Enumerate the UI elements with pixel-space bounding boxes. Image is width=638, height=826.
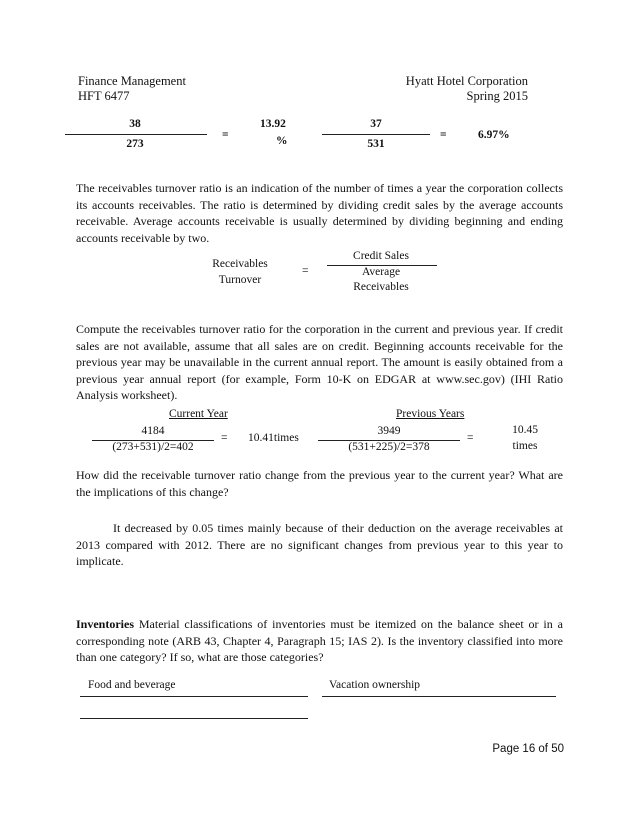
inventory-category-2: Vacation ownership	[329, 679, 421, 691]
top-result-1-percent: %	[276, 135, 288, 147]
top-result-1: 13.92	[260, 118, 286, 130]
receivables-intro-paragraph: The receivables turnover ratio is an indication of the number of times a year the corporation collects its accounts receivables. The ratio is determined by dividing credit sales by the average accounts receivable. Average accounts receivable is usually determined by dividing beginning and ending accounts receivable by two.	[76, 181, 563, 245]
previous-result-unit: times	[512, 440, 538, 452]
equals-sign: =	[467, 432, 474, 444]
company-name: Hyatt Hotel Corporation	[405, 74, 528, 88]
current-numerator: 4184	[141, 425, 165, 437]
equals-sign: =	[221, 432, 228, 444]
course-title: Finance Management	[78, 74, 186, 88]
page-number: Page 16 of 50	[492, 743, 564, 755]
formula-denominator-line2: Receivables	[353, 281, 409, 293]
top-result-2: 6.97%	[478, 129, 510, 141]
inventories-text: Material classifications of inventories must be itemized on the balance sheet or in a corresponding note (ARB 43, Chapter 4, Paragraph 15; IAS 2). Is the inventory classified into more than one category? If so, what are those categories?	[76, 617, 563, 665]
fraction-bar	[65, 134, 207, 135]
inventories-paragraph	[76, 616, 563, 666]
inventories-heading: Inventories	[76, 617, 134, 631]
course-code: HFT 6477	[78, 89, 130, 103]
answer-paragraph: It decreased by 0.05 times mainly because of their deduction on the average receivables at 2013 compared with 2012. There are no significant changes from previous year to this year to implicate.	[76, 521, 563, 569]
formula-denominator-line1: Average	[361, 266, 401, 278]
term: Spring 2015	[466, 89, 528, 103]
top-left-denominator: 273	[126, 138, 144, 150]
inventory-category-1: Food and beverage	[88, 679, 176, 691]
top-right-numerator: 37	[370, 118, 382, 130]
formula-lhs-line1: Receivables	[212, 258, 268, 270]
current-result: 10.41times	[248, 432, 299, 444]
top-right-denominator: 531	[367, 138, 385, 150]
current-year-label: Current Year	[169, 408, 228, 420]
fraction-bar	[322, 134, 430, 135]
answer-line	[80, 696, 308, 697]
equals-sign: =	[302, 265, 309, 277]
previous-result: 10.45	[512, 424, 538, 436]
compute-instructions-paragraph: Compute the receivables turnover ratio for the corporation in the current and previous year. If credit sales are not available, assume that all sales are on credit. Beginning accounts receivable for the previous year may be unavailable in the current annual report. The amount is easily obtained from a previous year annual report (for example, Form 10-K on EDGAR at www.sec.gov) (IHI Ratio Analysis worksheet).	[76, 322, 563, 403]
equals-sign: =	[222, 129, 229, 141]
top-left-numerator: 38	[129, 118, 141, 130]
question-paragraph: How did the receivable turnover ratio change from the previous year to the current year? What are the implications of this change?	[76, 468, 563, 499]
previous-numerator: 3949	[377, 425, 401, 437]
previous-denominator: (531+225)/2=378	[348, 441, 430, 453]
answer-line	[80, 718, 308, 719]
equals-sign: =	[440, 129, 447, 141]
current-denominator: (273+531)/2=402	[112, 441, 194, 453]
answer-line	[322, 696, 556, 697]
formula-lhs-line2: Turnover	[218, 274, 262, 286]
formula-numerator: Credit Sales	[353, 250, 409, 262]
previous-years-label: Previous Years	[396, 408, 465, 420]
